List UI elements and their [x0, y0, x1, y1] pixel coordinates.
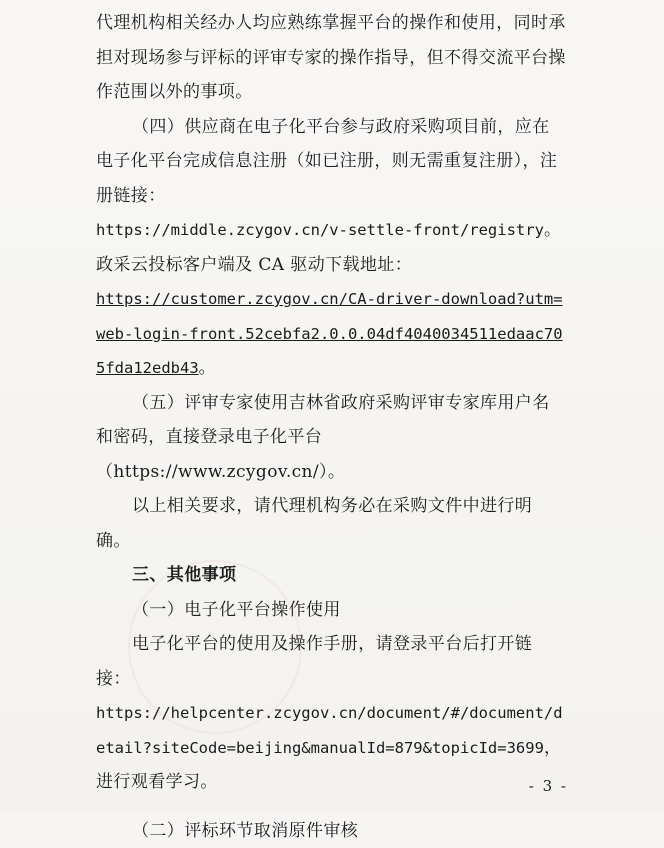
subheading-original-review: （二）评标环节取消原件审核: [96, 814, 566, 848]
subheading-platform-usage: （一）电子化平台操作使用: [96, 593, 566, 628]
paragraph-supplier-registration: （四）供应商在电子化平台参与政府采购项目前，应在电子化平台完成信息注册（如已注册，则无需重复注册），注册链接：: [96, 110, 566, 214]
paragraph-requirements-note: 以上相关要求，请代理机构务必在采购文件中进行明确。: [96, 489, 566, 558]
ca-driver-end: 。: [199, 358, 216, 378]
paragraph-registry-link: [96, 213, 566, 282]
paragraph-expert-login: （五）评审专家使用吉林省政府采购评审专家库用户名和密码，直接登录电子化平台（https://www.zcygov.cn/）。: [96, 386, 566, 490]
manual-trailing-text: ，进行观看学习。: [96, 738, 561, 793]
ca-driver-url[interactable]: https://customer.zcygov.cn/CA-driver-download?utm=web-login-front.52cebfa2.0.0.04df4040034511edaac705fda12edb43: [96, 290, 563, 377]
paragraph-ca-driver-link: [96, 282, 566, 386]
section-heading-other-matters: 三、其他事项: [96, 558, 566, 593]
page-number: - 3 -: [0, 777, 664, 795]
registry-url[interactable]: https://middle.zcygov.cn/v-settle-front/registry: [96, 221, 544, 239]
document-body: [96, 6, 566, 848]
paragraph-manual-intro: 电子化平台的使用及操作手册，请登录平台后打开链接：: [96, 627, 566, 696]
paragraph-agency-duties: 代理机构相关经办人均应熟练掌握平台的操作和使用，同时承担对现场参与评标的评审专家的操作指导，但不得交流平台操作范围以外的事项。: [96, 6, 566, 110]
helpcenter-url[interactable]: https://helpcenter.zcygov.cn/document/#/document/detail?siteCode=beijing&manualId=879&topicId=3699: [96, 704, 563, 757]
registry-trailing-text: 。政采云投标客户端及 CA 驱动下载地址：: [96, 220, 561, 275]
